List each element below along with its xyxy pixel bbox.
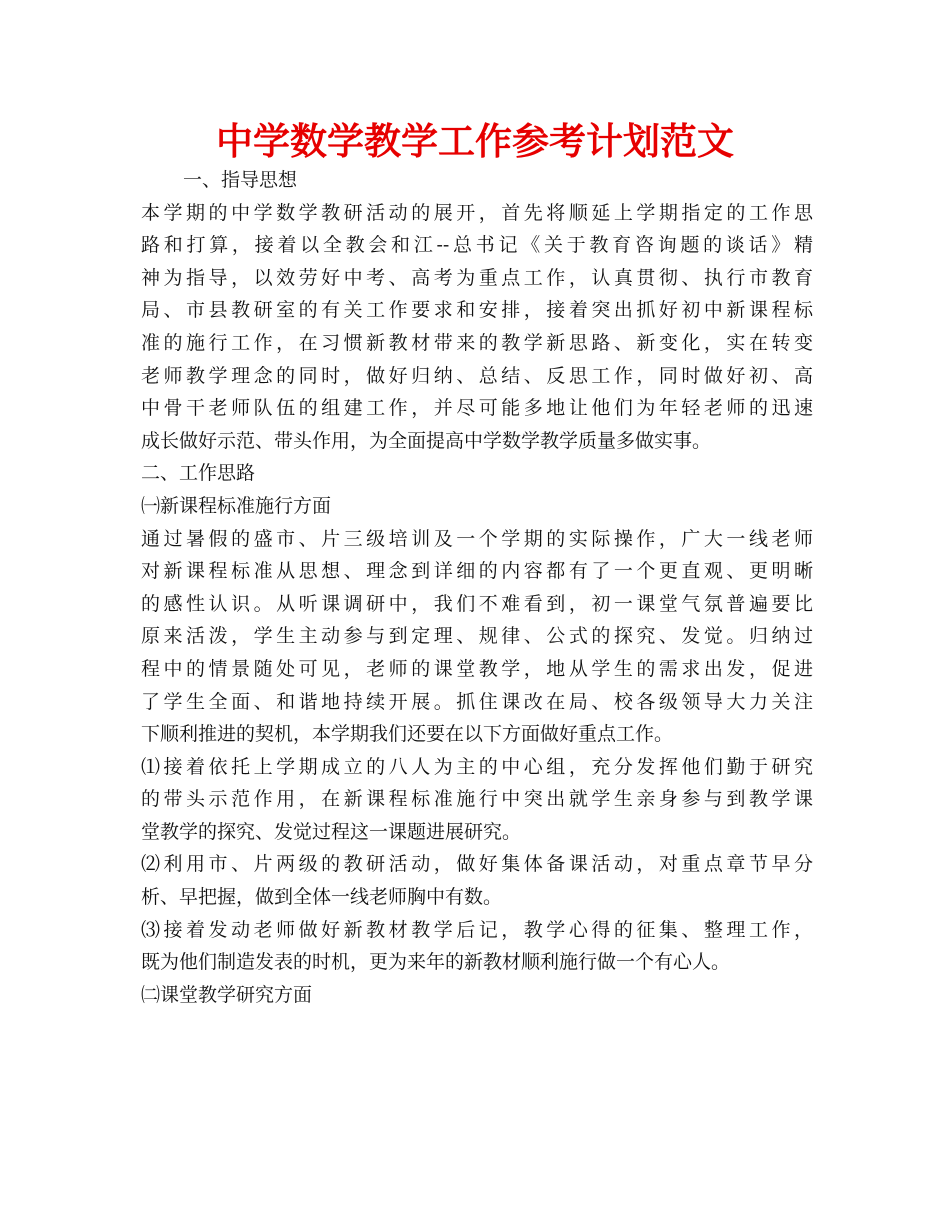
text-line: 本学期的中学数学教研活动的展开，首先将顺延上学期指定的工作思 (141, 201, 813, 224)
text-line: 既为他们制造发表的时机，更为来年的新教材顺利施行做一个有心人。 (141, 951, 731, 974)
text-line: 局、市县教研室的有关工作要求和安排，接着突出抓好初中新课程标 (141, 299, 813, 322)
text-line: 成长做好示范、带头作用，为全面提高中学数学教学质量多做实事。 (141, 429, 712, 452)
text-line: ㈠新课程标准施行方面 (141, 494, 332, 517)
text-line: 原来活泼，学生主动参与到定理、规律、公式的探究、发觉。归纳过 (141, 625, 813, 648)
text-line: ⑴接着依托上学期成立的八人为主的中心组，充分发挥他们勤于研究 (141, 755, 813, 778)
text-line: 析、早把握，做到全体一线老师胸中有数。 (141, 886, 503, 909)
text-line: ⑵利用市、片两级的教研活动，做好集体备课活动，对重点章节早分 (141, 853, 813, 876)
text-line: 程中的情景随处可见，老师的课堂教学，地从学生的需求出发，促进 (141, 657, 813, 680)
text-line: 的感性认识。从听课调研中，我们不难看到，初一课堂气氛普遍要比 (141, 592, 813, 615)
document-title: 中学数学教学工作参考计划范文 (216, 120, 734, 163)
text-line: 下顺利推进的契机，本学期我们还要在以下方面做好重点工作。 (141, 723, 674, 746)
text-line: 的带头示范作用，在新课程标准施行中突出就学生亲身参与到教学课 (141, 788, 813, 811)
text-line: 路和打算，接着以全教会和江--总书记《关于教育咨询题的谈话》精 (141, 234, 813, 257)
text-line: 了学生全面、和谐地持续开展。抓住课改在局、校各级领导大力关注 (141, 690, 813, 713)
text-line: 对新课程标准从思想、理念到详细的内容都有了一个更直观、更明晰 (141, 560, 813, 583)
document-body (141, 164, 813, 1011)
text-line: 堂教学的探究、发觉过程这一课题进展研究。 (141, 820, 522, 843)
text-line: 准的施行工作，在习惯新教材带来的教学新思路、新变化，实在转变 (141, 331, 813, 354)
text-line: 二、工作思路 (141, 462, 256, 485)
text-line: 通过暑假的盛市、片三级培训及一个学期的实际操作，广大一线老师 (141, 527, 813, 550)
text-line: ⑶接着发动老师做好新教材教学后记，教学心得的征集、整理工作， (141, 918, 813, 941)
text-line: ㈡课堂教学研究方面 (141, 983, 313, 1006)
text-line: 中骨干老师队伍的组建工作，并尽可能多地让他们为年轻老师的迅速 (141, 397, 813, 420)
text-line: 一、指导思想 (183, 169, 298, 191)
text-line: 神为指导，以效劳好中考、高考为重点工作，认真贯彻、执行市教育 (141, 266, 813, 289)
text-line: 老师教学理念的同时，做好归纳、总结、反思工作，同时做好初、高 (141, 364, 813, 387)
